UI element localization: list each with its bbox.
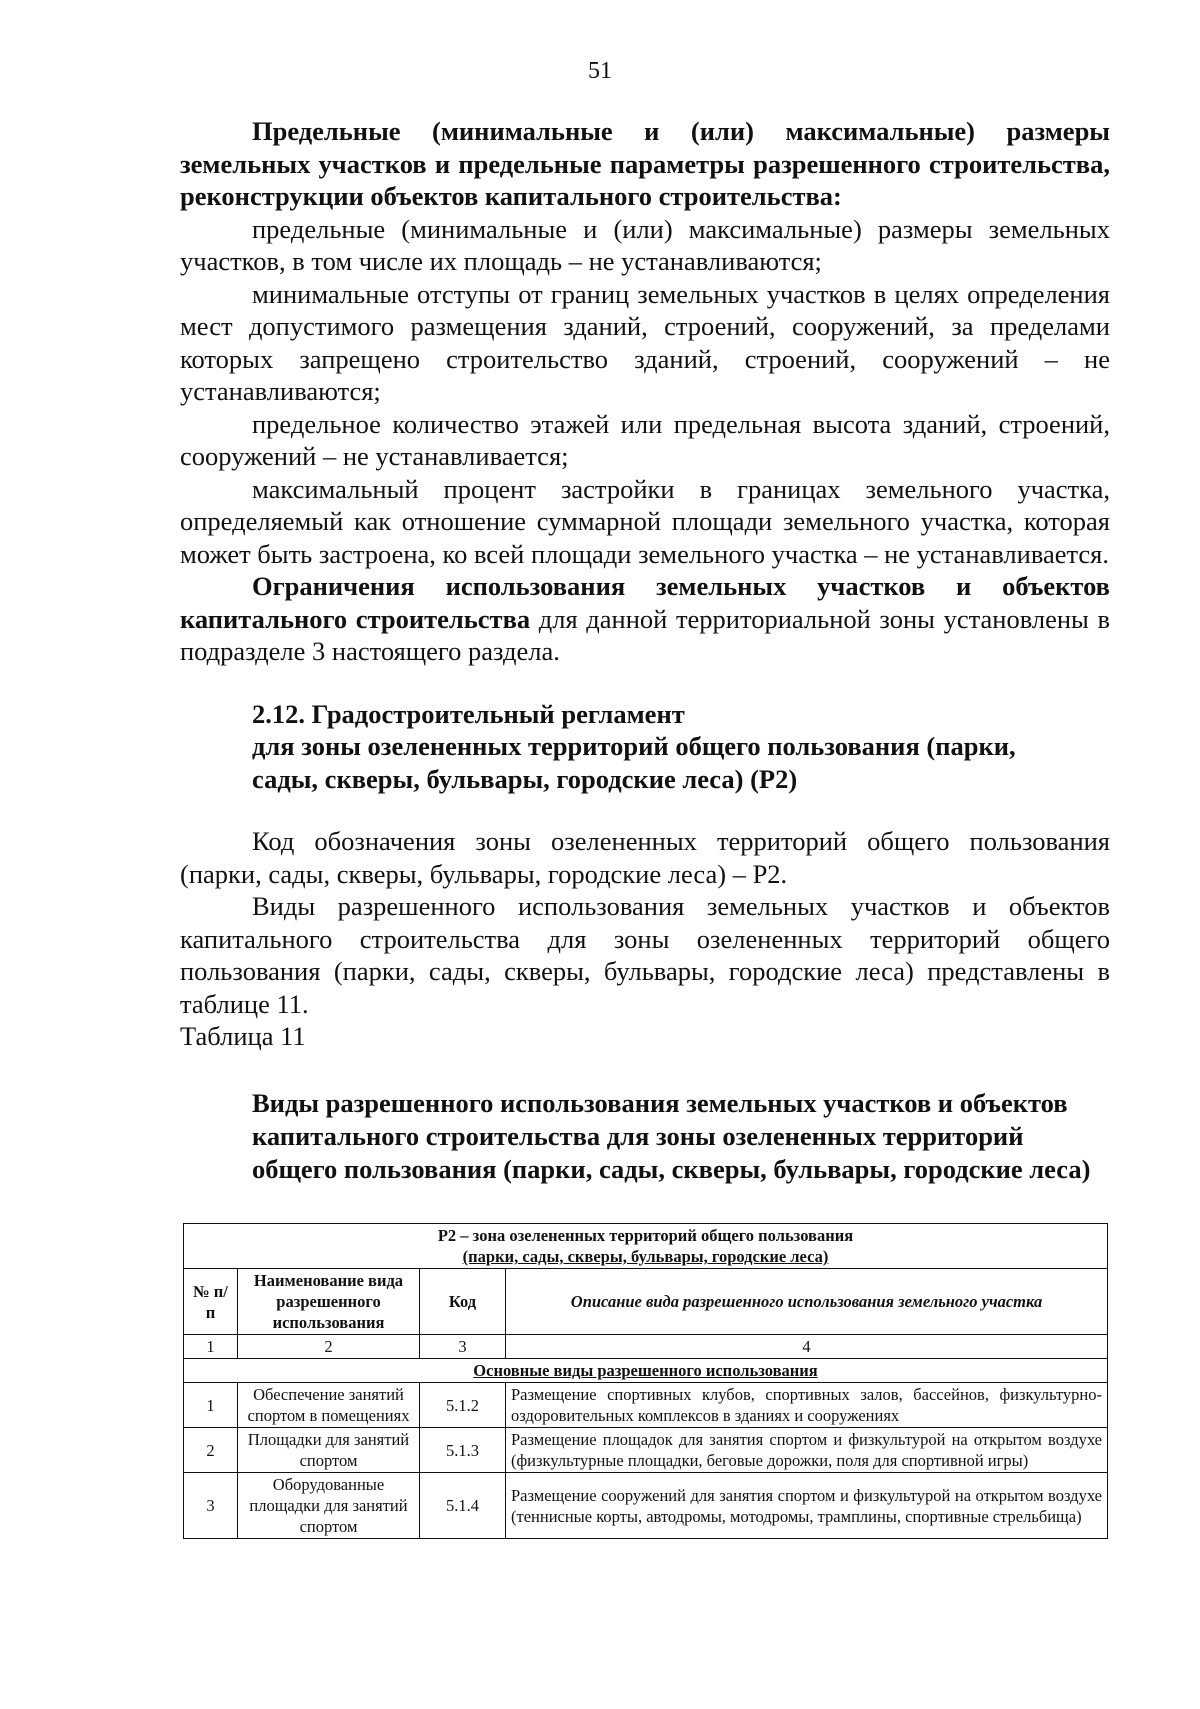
permitted-uses-paragraph: Виды разрешенного использования земельных участков и объектов капитального строительства для зоны озелененных территорий общего пользования (парки, сады, скверы, бульвары, городские леса) представлены в таблице 11. — [180, 891, 1110, 1019]
row-code: 5.1.2 — [420, 1383, 506, 1428]
column-number-1: 1 — [184, 1335, 238, 1359]
column-number-3: 3 — [420, 1335, 506, 1359]
row-name: Площадки для занятий спортом — [238, 1428, 420, 1473]
restrictions-paragraph — [180, 570, 1110, 668]
row-desc: Размещение площадок для занятия спортом и физкультурой на открытом воздухе (физкультурные площадки, беговые дорожки, поля для спортивной игры) — [506, 1428, 1108, 1473]
row-name: Обеспечение занятий спортом в помещениях — [238, 1383, 420, 1428]
table-caption-line2: капитального строительства для зоны озелененных территорий — [252, 1120, 1024, 1151]
page-number: 51 — [588, 58, 612, 84]
limits-item-2: минимальные отступы от границ земельных участков в целях определения мест допустимого размещения зданий, строений, сооружений, за пределами которых запрещено строительство зданий, строений, сооружений – не устанавливаются; — [180, 278, 1110, 406]
header-name: Наименование вида разрешенного использования — [238, 1269, 420, 1335]
row-code: 5.1.3 — [420, 1428, 506, 1473]
section-title-line2: для зоны озелененных территорий общего пользования (парки, — [252, 731, 1016, 761]
group-label: Основные виды разрешенного использования — [184, 1359, 1108, 1383]
row-num: 2 — [184, 1428, 238, 1473]
zone-code-paragraph: Код обозначения зоны озелененных территорий общего пользования (парки, сады, скверы, бульвары, городские леса) – Р2. — [180, 826, 1110, 889]
header-num: № п/п — [184, 1269, 238, 1335]
permitted-uses-table — [183, 1223, 1108, 1539]
row-desc: Размещение спортивных клубов, спортивных залов, бассейнов, физкультурно-оздоровительных комплексов в зданиях и сооружениях — [506, 1383, 1108, 1428]
table-row — [184, 1383, 1108, 1428]
table-label: Таблица 11 — [180, 1021, 306, 1051]
document-body — [180, 115, 1110, 1186]
section-title-line3: сады, скверы, бульвары, городские леса) (Р2) — [252, 763, 798, 794]
row-name: Оборудованные площадки для занятий спортом — [238, 1473, 420, 1539]
table-caption-line3: общего пользования (парки, сады, скверы, бульвары, городские леса) — [252, 1153, 1091, 1184]
section-title-line1: 2.12. Градостроительный регламент — [252, 698, 685, 729]
table-row — [184, 1473, 1108, 1539]
restrictions-bold: Ограничения использования земельных участков и объектов капитального строительства — [180, 571, 1110, 634]
column-number-4: 4 — [506, 1335, 1108, 1359]
zone-title-line2: (парки, сады, скверы, бульвары, городские леса) — [462, 1247, 829, 1266]
row-num: 3 — [184, 1473, 238, 1539]
zone-title-line1: Р2 – зона озелененных территорий общего пользования — [437, 1226, 854, 1245]
table-row — [184, 1428, 1108, 1473]
header-desc: Описание вида разрешенного использования земельного участка — [506, 1269, 1108, 1335]
table-caption-line1: Виды разрешенного использования земельных участков и объектов — [252, 1087, 1068, 1118]
column-number-row — [184, 1335, 1108, 1359]
limits-item-3: предельное количество этажей или предельная высота зданий, строений, сооружений – не устанавливается; — [180, 408, 1110, 471]
restrictions-rest: для данной территориальной зоны установлены в подразделе 3 настоящего раздела. — [180, 603, 1110, 666]
header-code: Код — [420, 1269, 506, 1335]
header-row — [184, 1269, 1108, 1335]
limits-heading: Предельные (минимальные и (или) максимальные) размеры земельных участков и предельные параметры разрешенного строительства, реконструкции объектов капитального строительства: — [180, 116, 1110, 211]
zone-title-row — [184, 1224, 1108, 1269]
column-number-2: 2 — [238, 1335, 420, 1359]
row-code: 5.1.4 — [420, 1473, 506, 1539]
limits-item-1: предельные (минимальные и (или) максимальные) размеры земельных участков, в том числе их площадь – не устанавливаются; — [180, 213, 1110, 276]
row-desc: Размещение сооружений для занятия спортом и физкультурой на открытом воздухе (теннисные корты, автодромы, мотодромы, трамплины, спортивные стрельбища) — [506, 1473, 1108, 1539]
limits-item-4: максимальный процент застройки в границах земельного участка, определяемый как отношение суммарной площади земельного участка, которая может быть застроена, ко всей площади земельного участка – не устанавливается. — [180, 473, 1110, 569]
zone-title-cell — [184, 1224, 1108, 1269]
row-num: 1 — [184, 1383, 238, 1428]
group-row — [184, 1359, 1108, 1383]
